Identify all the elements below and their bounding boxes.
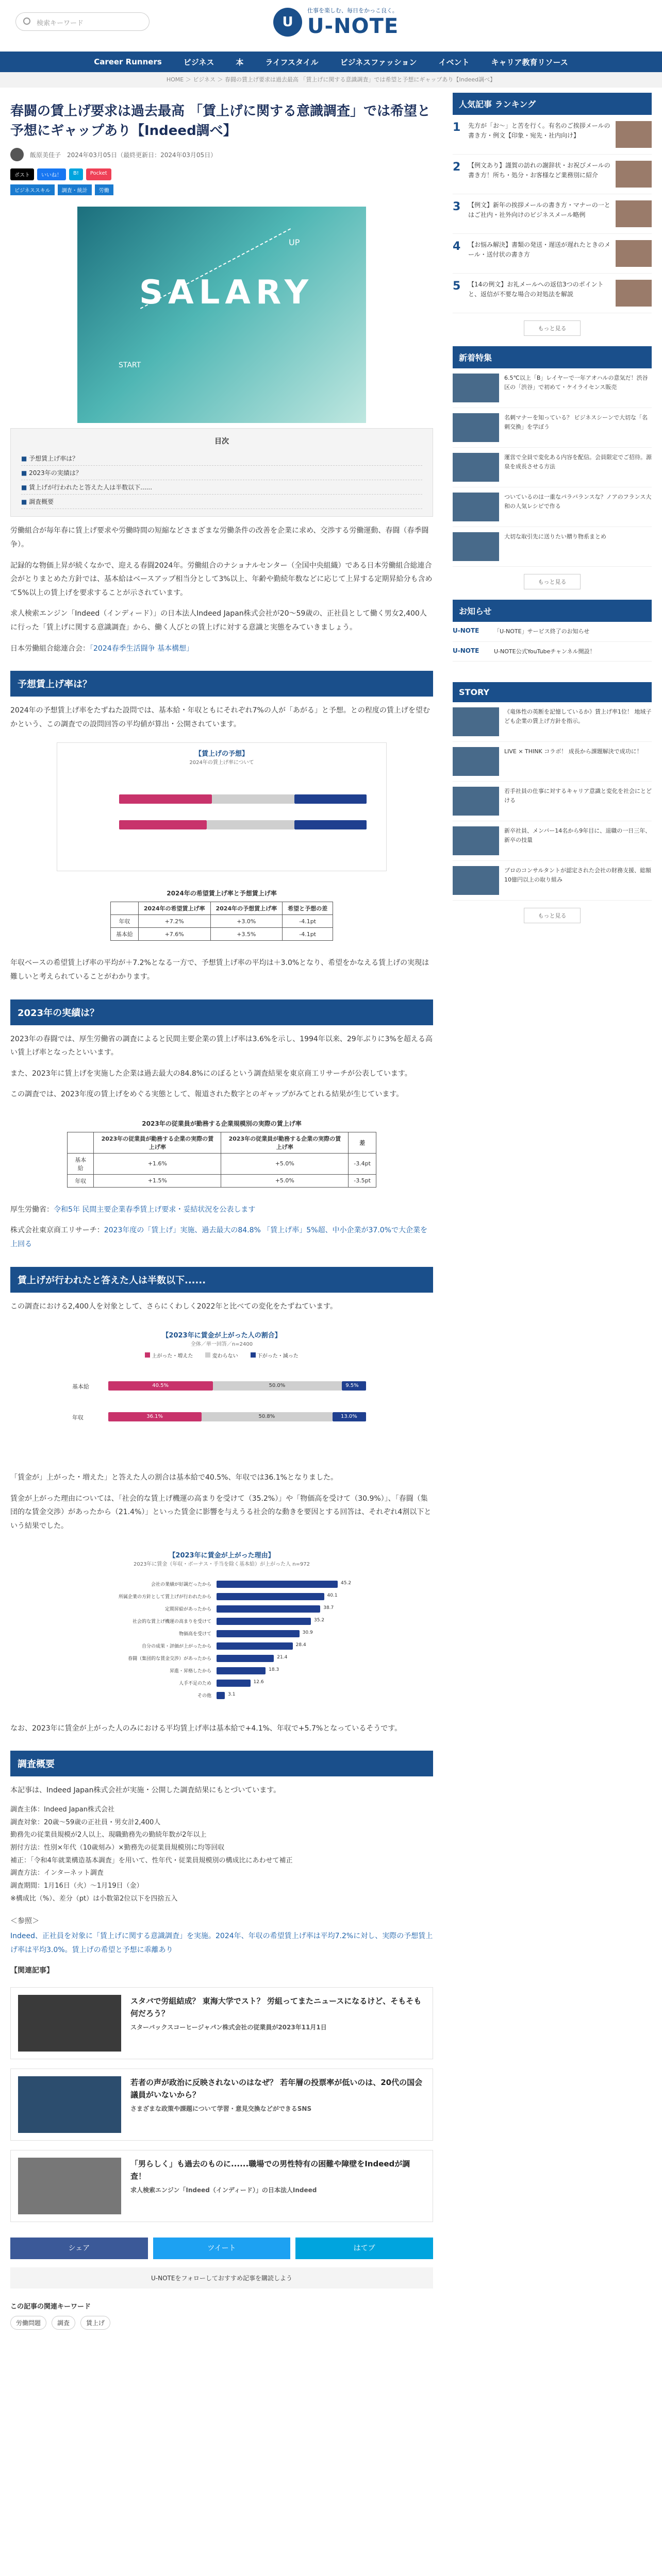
bar-value-label: 30.9 — [302, 1630, 313, 1635]
table-row: 基本給 +7.6% +3.5% -4.1pt — [110, 928, 333, 941]
paragraph: 日本労働組合総連合会：「2024春季生活闘争 基本構想」 — [10, 644, 194, 653]
feature-item[interactable] — [453, 368, 652, 408]
feature-title: ついているのは一重なパラバランスな？ノアのフランス大和の人気レシピで作る — [504, 494, 652, 510]
related-article-card[interactable]: 「男らしく」も過去のものに......職場での男性特有の困難や障壁をIndeedが調査！ 求人検索エンジン「Indeed（インディード）」の日本法人Indeed — [10, 2150, 433, 2222]
rank-title: 【例文あり】謹賀の訪れの謝辞状・お祝びメールの書き方！所ち・処分・お客様など業務別に紹介 — [468, 162, 610, 179]
article — [10, 93, 433, 2330]
story-thumbnail — [453, 866, 499, 895]
keyword-chip[interactable]: 労働問題 — [10, 2316, 46, 2330]
toc-item[interactable]: ■ 賃上げが行われたと答えた人は半数以下...... — [21, 480, 422, 495]
rank-number: 5 — [453, 280, 461, 293]
reason-bar — [217, 1581, 338, 1588]
bar-value-label: 40.1 — [327, 1592, 338, 1598]
bar-value-label: 50.8% — [258, 1414, 275, 1420]
paragraph: 2024年の予想賃上げ率をたずねた設問では、基本給・年収ともにそれぞれ7%の人が「あがる」と予想。との程度の賃上げを望むかという、この調査での設問回答の平均値が算出・公開されています。 — [10, 706, 430, 728]
story-title: 新卒社員、メンバー14名から9年目に、退職の一日三年、新卒の技量 — [504, 827, 651, 843]
breadcrumb: HOME ＞ ビジネス ＞ 春闘の賃上げ要求は過去最高 「賃上げに関する意識調査」では希望と予想にギャップあり【Indeed調べ】 — [0, 72, 662, 88]
source-link[interactable]: Indeed、正社員を対象に「賃上げに関する意識調査」を実施。2024年、年収の希望賃上げ率は平均7.2%に対し、実際の予想賃上げ率は平均3.0%。賃上げの希望と予想に乖離あり — [10, 1931, 433, 1954]
paragraph: 「賃金が」上がった・増えた」と答えた人の割合は基本給で40.5%、年収では36.1%となりました。 — [10, 1473, 338, 1482]
bar-label: 年収 — [72, 1414, 84, 1421]
source-link[interactable]: 「2024春季生活闘争 基本構想」 — [90, 644, 194, 653]
bar-value-label: 28.4 — [295, 1642, 306, 1648]
publish-date: 2024年03月05日（最終更新日：2024年03月05日） — [67, 151, 217, 159]
reason-bar — [217, 1593, 324, 1600]
chart-title: 【2023年に賃金が上がった人の割合】 — [162, 1332, 282, 1340]
bar-same — [207, 820, 294, 829]
reason-bar — [217, 1655, 274, 1662]
paragraph: 労働組合が毎年春に賃上げ要求や労働時間の短縮などさまざまな労働条件の改善を企業に求め、交渉する労働運動、春闘（春季闘争）。 — [10, 527, 429, 549]
ranking-list — [453, 115, 652, 313]
nav-item-fashion[interactable]: ビジネスファッション — [340, 57, 417, 67]
ranking-item[interactable] — [453, 234, 652, 274]
chart-subtitle: 2023年に賃金（年収・ボーナス・手当を除く基本給）が上がった人 n=972 — [133, 1561, 310, 1567]
feature-title: 運営で全員で変化ある内容を配信。会員限定でご招待。源泉を成長させる方法 — [504, 454, 652, 470]
share-x-button[interactable]: ポスト — [10, 168, 34, 180]
rank-title: 【お悩み解決】書類の発送・遅送が遅れたときのメール・送付状の書き方 — [468, 241, 611, 259]
related-thumbnail — [18, 1995, 121, 2052]
section-heading: 賃上げが行われたと答えた人は半数以下...... — [10, 1267, 433, 1293]
facebook-share-button[interactable]: シェア — [10, 2238, 148, 2259]
avatar — [10, 148, 24, 161]
paragraph: 本記事は、Indeed Japan株式会社が実施・公開した調査結果にもとづいています。 — [10, 1786, 281, 1795]
rank-title: 【14の例文】お礼メールへの返信3つのポイントと、返信が不要な場合の対処法を解説 — [468, 281, 604, 298]
paragraph: また、2023年に賃上げを実施した企業は過去最大の84.8%にのぼるという調査結果を東京商工リサーチが公表しています。 — [10, 1069, 412, 1078]
story-item[interactable] — [453, 702, 652, 742]
site-logo[interactable] — [273, 6, 399, 38]
share-facebook-button[interactable]: いいね！ — [37, 168, 66, 180]
nav-item-career-runners[interactable]: Career Runners — [94, 57, 162, 66]
info-item[interactable]: U-NOTE U-NOTE公式YouTubeチャンネル開設！ — [453, 642, 652, 662]
nav-item-books[interactable]: 本 — [236, 57, 244, 67]
toc-item[interactable]: ■ 調査概要 — [21, 495, 422, 509]
tag-list — [10, 184, 433, 195]
table-row: 年収 +7.2% +3.0% -4.1pt — [110, 915, 333, 928]
reason-bar — [217, 1605, 320, 1613]
ranking-item[interactable] — [453, 194, 652, 234]
story-title: 若手社員の仕事に対するキャリア意識と変化を社会にとどける — [504, 788, 652, 804]
tag[interactable]: 労働 — [95, 184, 113, 195]
hero-start-label: START — [119, 361, 141, 370]
more-button[interactable]: もっと見る — [524, 320, 581, 336]
keywords-title: この記事の関連キーワード — [10, 2302, 91, 2311]
bar-value-label: 35.2 — [314, 1617, 325, 1623]
chart-legend — [57, 1351, 387, 1359]
expectation-table — [77, 883, 366, 949]
bar-label: 会社の業績が好調だったから — [151, 1582, 211, 1587]
rank-thumbnail — [616, 280, 652, 307]
reason-bar — [217, 1667, 266, 1674]
reason-bar — [217, 1692, 225, 1699]
article-title: 春闘の賃上げ要求は過去最高 「賃上げに関する意識調査」では希望と予想にギャップあり【Indeed調べ】 — [10, 104, 431, 139]
story-thumbnail — [453, 787, 499, 816]
reason-bar — [217, 1630, 300, 1637]
keyword-chip[interactable]: 調査 — [52, 2316, 75, 2330]
related-article-card[interactable]: 若者の声が政治に反映されないのはなぜ？ 若年層の投票率が低いのは、20代の国会議員がいないから？ さまざまな政策や課題について学習・意見交換などができるSNS — [10, 2069, 433, 2141]
toc-item[interactable]: ■ 予想賃上げ率は？ — [21, 451, 422, 466]
search-icon — [23, 18, 30, 25]
bar-value-label: 36.1% — [146, 1414, 163, 1420]
ranking-item[interactable] — [453, 155, 652, 194]
reason-bar — [217, 1642, 293, 1650]
hero-word: SALARY — [139, 274, 314, 312]
feature-thumbnail — [453, 413, 499, 442]
source-label: ＜参照＞ — [10, 1917, 39, 1926]
bar-value-label: 9.5% — [345, 1383, 359, 1389]
bar-down — [294, 820, 367, 829]
rank-number: 3 — [453, 200, 461, 213]
site-header — [0, 0, 662, 52]
ranking-title: 人気記事 ランキング — [453, 93, 652, 115]
nav-item-career-resources[interactable]: キャリア教育リソース — [491, 57, 568, 67]
hatena-bookmark-button[interactable]: はてブ — [295, 2238, 433, 2259]
rank-title: 先方が「お〜」と苦を行く。有名のご挨拶メールの書き方・例文【印象・宛先・社内向け】 — [468, 122, 610, 140]
related-thumbnail — [18, 2158, 121, 2214]
reason-bar — [217, 1618, 311, 1625]
related-article-card[interactable]: スタバで労組結成？ 東海大学でスト？ 労組ってまたニュースになるけど、そもそも何だろう？ スターバックスコーヒージャパン株式会社の従業員が2023年11月1日 — [10, 1987, 433, 2059]
legend-item: 上がった・増えた — [145, 1351, 193, 1359]
bar-value-label: 45.2 — [341, 1580, 352, 1586]
bar-value-label: 13.0% — [341, 1414, 357, 1420]
paragraph: この調査における2,400人を対象として、さらにくわしく2022年と比べての変化をたずねています。 — [10, 1302, 337, 1311]
chart-subtitle: 全体／単一回答／n=2400 — [190, 1342, 253, 1348]
bar-label: 春闘（集団的な賃金交渉）があったから — [128, 1656, 211, 1662]
rank-number: 1 — [453, 121, 461, 134]
chart-title: 【賃上げの予想】 — [194, 750, 249, 758]
bar-label: 人手不足のため — [178, 1681, 211, 1686]
main-nav — [0, 52, 662, 72]
tweet-button[interactable]: ツイート — [153, 2238, 291, 2259]
paragraph: 株式会社東京商工リサーチ：2023年度の「賃上げ」実施、過去最大の84.8% 「賃上げ率」5%超、中小企業が37.0%で大企業を上回る — [10, 1226, 427, 1249]
story-title: STORY — [453, 682, 652, 702]
legend-item: 変わらない — [205, 1351, 238, 1359]
rank-thumbnail — [616, 200, 652, 227]
feature-title: 6.5℃以上「B」レイヤーで一年アオハルの意気だ！渋谷区の「渋谷」で初めて・ケイライセンス販売 — [504, 375, 648, 391]
section-heading: 調査概要 — [10, 1751, 433, 1776]
bar-up — [119, 794, 212, 804]
story-thumbnail — [453, 707, 499, 736]
hero-up-label: UP — [289, 238, 300, 248]
story-item[interactable] — [453, 782, 652, 821]
survey-details: 調査主体：Indeed Japan株式会社 調査対象：20歳～59歳の正社員・男女計2,400人 勤務先の従業員規模が2人以上、現職勤務先の勤続年数が2年以上 割付方法：性別×年代（10歳刻み）×勤務先の従業員規模別に均等回収 補正：「令和4年就業構造基本調査」を用いて、性年代・従業員規模別の構成比にあわせて補正 調査方法：インターネット調査 調査期間：1月16日（火）～1月19日（金） ※構成比（%）、差分（pt）は小数第2位以下を四捨五入 — [10, 1805, 293, 1903]
bar-value-label: 50.0% — [269, 1383, 286, 1389]
feature-item[interactable] — [453, 448, 652, 487]
rank-thumbnail — [616, 121, 652, 148]
table-of-contents — [10, 428, 433, 517]
bar-value-label: 40.5% — [152, 1383, 169, 1389]
bar-label: 社会的な賃上げ機運の高まりを受けて — [132, 1619, 211, 1624]
story-title: プロのコンサルタントが認定された会社の財務支援、総額10億円以上の取り組み — [504, 867, 652, 883]
feature-item[interactable] — [453, 527, 652, 567]
share-row — [10, 168, 433, 180]
bar-label: 自分の成果・評価が上がったから — [141, 1643, 211, 1649]
tag[interactable]: 調査・統計 — [58, 184, 92, 195]
paragraph: 賃金が上がった理由については、「社会的な賃上げ機運の高まりを受けて（35.2%）」や「物価高を受けて（30.9%）」、「春闘（集団的な賃金交渉）があったから（21.4%）」といった賃金に影響を与えうる社会的な動きを要因とする回答は、それぞれ4割以下という結果でした。 — [10, 1494, 432, 1531]
nav-item-lifestyle[interactable]: ライフスタイル — [265, 57, 319, 67]
feature-thumbnail — [453, 374, 499, 402]
logo-tagline: 仕事を楽しむ、毎日をかっこ良く。 — [307, 7, 398, 14]
story-thumbnail — [453, 747, 499, 776]
ranking-item[interactable] — [453, 274, 652, 313]
wage-expectation-chart — [57, 742, 387, 871]
table-title: 2024年の希望賃上げ率と予想賃上げ率 — [167, 890, 277, 897]
paragraph: 記録的な物価上昇が続くなかで、迎える春闘2024年。労働組合のナショナルセンター（全国中央組織）である日本労働組合総連合会がとりまとめた方針では、基本給はベースアップ相当分として3%以上、年齢や勤続年数などに応じて上昇する定期昇給分も含めて5%以上の賃上げを要求することが示されています。 — [10, 561, 433, 597]
feature-thumbnail — [453, 493, 499, 521]
paragraph: 厚生労働省：令和5年 民間主要企業春季賃上げ要求・妥結状況を公表します — [10, 1205, 256, 1214]
chart-subtitle: 2024年の賃上げ率について — [189, 760, 254, 766]
reason-bar — [217, 1680, 251, 1687]
follow-banner[interactable]: U-NOTEをフォローしておすすめ記事を購読しよう — [10, 2267, 433, 2289]
feature-thumbnail — [453, 453, 499, 482]
new-feature-list — [453, 368, 652, 567]
feature-item[interactable] — [453, 408, 652, 448]
story-title: LIVE × THINK コラボ！ 成長から課題解決で成功に！ — [504, 748, 642, 755]
bar-down — [294, 794, 367, 804]
keyword-chip[interactable]: 賃上げ — [80, 2316, 110, 2330]
author-name[interactable]: 飯原美佳子 — [30, 151, 61, 159]
story-thumbnail — [453, 826, 499, 855]
raise-reason-chart — [67, 1545, 376, 1715]
bar-up — [119, 820, 207, 829]
bar-value-label: 38.7 — [323, 1605, 334, 1611]
rank-number: 2 — [453, 161, 461, 174]
related-thumbnail — [18, 2076, 121, 2133]
bar-label: その他 — [197, 1693, 211, 1699]
share-hatena-button[interactable]: B! — [69, 168, 83, 180]
section-heading: 予想賃上げ率は？ — [10, 671, 433, 697]
section-heading: 2023年の実績は？ — [10, 999, 433, 1025]
bar-label: 昇進・昇格したから — [169, 1668, 211, 1674]
feature-title: 名刺マナーを知っている？ ビジネスシーンで大切な「名刺交換」を学ぼう — [504, 414, 648, 430]
author-row — [10, 148, 433, 161]
table-row: 基本給 +1.6% +5.0% -3.4pt — [68, 1153, 376, 1174]
table-title: 2023年の従業員が勤務する企業規模別の実際の賃上げ率 — [142, 1120, 302, 1127]
keyword-list — [10, 2316, 433, 2330]
ranking-item[interactable] — [453, 115, 652, 155]
sidebar — [453, 93, 652, 930]
data-table: 2023年の従業員が勤務する企業の実際の賃上げ率 2023年の従業員が勤務する企業の実際の賃上げ率 差 基本給 +1.6% +5.0% -3.4pt 年収 +1.5% +5.0% -3.5pt — [67, 1132, 376, 1188]
data-table: 2024年の希望賃上げ率 2024年の予想賃上げ率 希望と予想の差 年収 +7.2% +3.0% -4.1pt 基本給 +7.6% +3.5% -4.1pt — [110, 902, 333, 941]
story-title: 《竜体性の英断を記憶しているか》賃上げ率1位！ 地域子ども企業の賃上げ方針を指示。 — [504, 708, 652, 724]
paragraph: 2023年の春闘では、厚生労働省の調査によると民間主要企業の賃上げ率は3.6%を示し、1994年以来、29年ぶりに3%を超える高い賃上げ率となったといいます。 — [10, 1035, 433, 1057]
logo-mark: U — [273, 8, 302, 37]
bar-label: 物価高を受けて — [178, 1631, 211, 1637]
paragraph: 年収ベースの希望賃上げ率の平均が＋7.2%となる一方で、予想賃上げ率の平均は＋3.0%となり、希望をかなえる賃上げの実現は難しいと考えられていることがわかります。 — [10, 959, 429, 981]
source-link[interactable]: 2023年度の「賃上げ」実施、過去最大の84.8% 「賃上げ率」5%超、中小企業が37.0%で大企業を上回る — [10, 1226, 427, 1249]
paragraph: この調査では、2023年度の賃上げをめぐる実態として、報道された数字とのギャップがみてとれる結果が生じています。 — [10, 1090, 404, 1099]
story-item[interactable] — [453, 861, 652, 901]
social-share-bar — [10, 2238, 433, 2259]
more-button[interactable]: もっと見る — [524, 908, 581, 923]
bar-value-label: 12.6 — [253, 1679, 264, 1685]
feature-thumbnail — [453, 532, 499, 561]
rank-title: 【例文】新年の挨拶メールの書き方・マナーの一とはご社内・社外向けのビジネスメール略例 — [468, 201, 610, 219]
logo-name: U-NOTE — [307, 14, 399, 38]
new-feature-title: 新着特集 — [453, 346, 652, 368]
story-list — [453, 702, 652, 901]
story-item[interactable] — [453, 742, 652, 782]
source-link[interactable]: 令和5年 民間主要企業春季賃上げ要求・妥結状況を公表します — [54, 1205, 256, 1214]
paragraph: なお、2023年に賃金が上がった人のみにおける平均賃上げ率は基本給で+4.1%、年収で+5.7%となっているそうです。 — [10, 1724, 402, 1733]
info-item[interactable]: U-NOTE 「U-NOTE」サービス終了のお知らせ — [453, 622, 652, 642]
share-pocket-button[interactable]: Pocket — [86, 168, 111, 180]
rank-number: 4 — [453, 240, 461, 253]
actual-raise-table — [67, 1113, 376, 1196]
rank-thumbnail — [616, 240, 652, 267]
raise-share-chart — [57, 1325, 387, 1464]
hero-image — [77, 207, 366, 423]
tag[interactable]: ビジネススキル — [10, 184, 55, 195]
search-input[interactable]: 検索キーワード — [15, 12, 150, 31]
bar-label: 所属企業の方針として賃上げが行われたから — [118, 1594, 211, 1600]
feature-item[interactable] — [453, 487, 652, 527]
bar-label: 定期昇給があったから — [165, 1606, 211, 1612]
nav-item-events[interactable]: イベント — [438, 57, 470, 67]
feature-title: 大切な取引先に送りたい贈り物系まとめ — [504, 533, 606, 540]
nav-item-business[interactable]: ビジネス — [183, 57, 214, 67]
chart-title: 【2023年に賃金が上がった理由】 — [169, 1551, 275, 1560]
table-row: 年収 +1.5% +5.0% -3.5pt — [68, 1174, 376, 1187]
more-button[interactable]: もっと見る — [524, 574, 581, 589]
info-title: お知らせ — [453, 600, 652, 622]
related-label: 【関連記事】 — [10, 1967, 54, 1975]
toc-item[interactable]: ■ 2023年の実績は？ — [21, 466, 422, 480]
toc-title: 目次 — [214, 437, 229, 446]
story-item[interactable] — [453, 821, 652, 861]
bar-label: 基本給 — [72, 1383, 89, 1391]
paragraph: 求人検索エンジン「Indeed（インディード）」の日本法人Indeed Japan株式会社が20～59歳の、正社員として働く男女2,400人に行った「賃上げに関する意識調査」から、働く人びとの賃上げに対する意識と実態をみていきましょう。 — [10, 609, 427, 632]
bar-value-label: 3.1 — [228, 1691, 236, 1697]
bar-value-label: 18.3 — [269, 1667, 279, 1672]
bar-same — [212, 794, 294, 804]
rank-thumbnail — [616, 161, 652, 188]
bar-value-label: 21.4 — [277, 1654, 288, 1660]
legend-item: 下がった・減った — [251, 1351, 299, 1359]
